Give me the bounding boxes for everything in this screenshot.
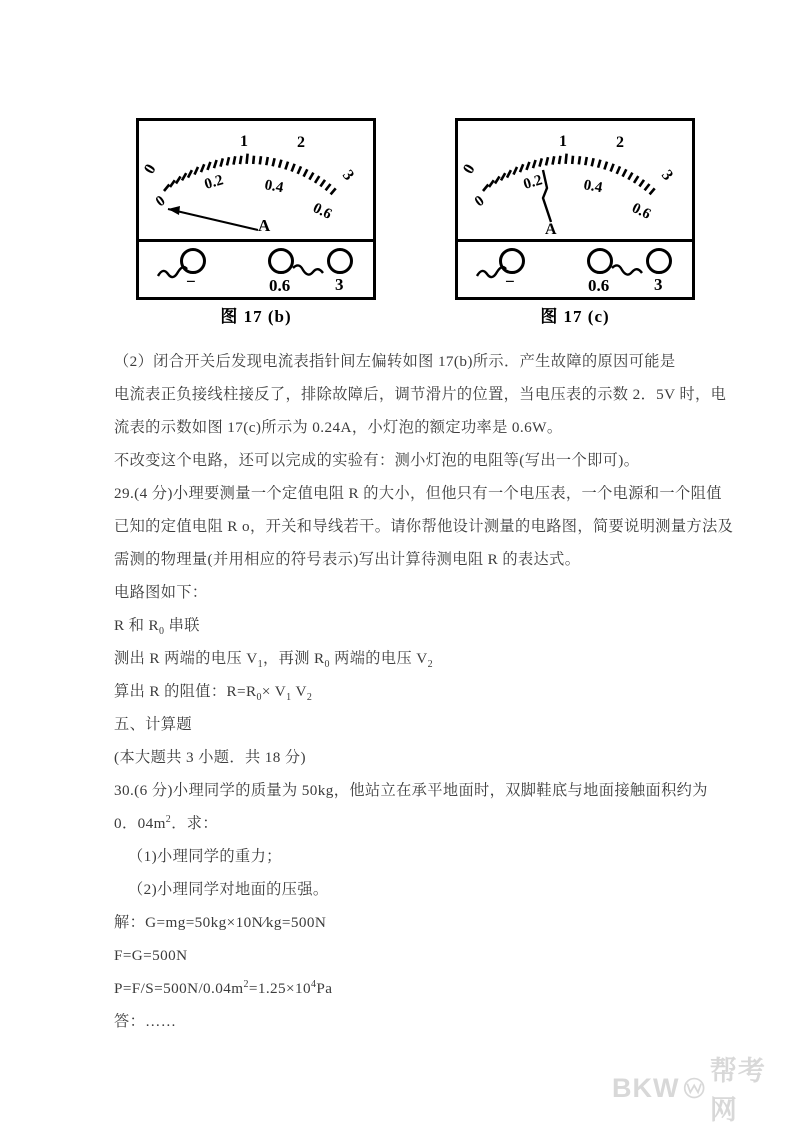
svg-text:A: A: [545, 221, 557, 238]
svg-text:A: A: [258, 216, 271, 235]
svg-text:0: 0: [471, 192, 488, 211]
q29-ans4-c: V: [291, 683, 307, 700]
q30-line2-a: 0．04m: [114, 815, 166, 832]
svg-text:0.6: 0.6: [269, 276, 291, 295]
svg-text:1: 1: [559, 133, 567, 150]
solution-line-2: F=G=500N: [114, 947, 188, 964]
figure-caption-c: 图 17 (c): [540, 307, 610, 326]
watermark-chinese-text: 帮考网: [709, 1056, 766, 1122]
paragraph-q28-2-line1: （2）闭合开关后发现电流表指针间左偏转如图 17(b)所示．产生故障的原因可能是: [114, 353, 676, 370]
q29-ans2-post: 串联: [164, 617, 200, 634]
q29-ans4-a: 算出 R 的阻值：R=R: [114, 683, 257, 700]
q29-ans4-sub2: 1: [286, 692, 292, 704]
watermark-logo-icon: [683, 1075, 705, 1101]
solution-line-4: 答：……: [114, 1013, 177, 1030]
sol3-b: =1.25×10: [248, 980, 311, 997]
q29-ans4-b: × V: [261, 683, 287, 700]
watermark: [612, 1056, 782, 1122]
svg-text:3: 3: [335, 275, 344, 294]
sol3-a: P=F/S=500N/0.04m: [114, 980, 244, 997]
section-title: 五、计算题: [114, 716, 192, 733]
paragraph-q29-line2: 已知的定值电阻 R o，开关和导线若干。请你帮他设计测量的电路图，简要说明测量方法及: [114, 518, 734, 535]
watermark-latin-text: BKW: [612, 1072, 680, 1103]
sol3-sup1: 2: [243, 978, 249, 990]
svg-text:3: 3: [657, 166, 677, 184]
paragraph-q29-line1: 29.(4 分)小理要测量一个定值电阻 R 的大小，但他只有一个电压表，一个电源和一个阻值: [114, 485, 722, 502]
q29-ans3-c: 两端的电压 V: [329, 650, 428, 667]
sol3-sup2: 4: [310, 978, 317, 990]
svg-text:0.6: 0.6: [629, 200, 654, 223]
paragraph-q28-2-line2: 电流表正负接线柱接反了，排除故障后，调节滑片的位置，当电压表的示数 2．5V 时，电: [114, 386, 727, 403]
svg-text:0: 0: [152, 192, 169, 211]
q29-ans3-sub1: 1: [257, 659, 264, 671]
q28-3-text: 不改变这个电路，还可以完成的实验有：测小灯泡的电阻等(写出一个即可)。: [114, 452, 640, 469]
svg-text:1: 1: [240, 133, 248, 150]
q29-ans3-sub3: 2: [427, 659, 434, 671]
ammeter-terminals-b: [136, 242, 376, 300]
paragraph-q28-2-line3: 流表的示数如图 17(c)所示为 0.24A，小灯泡的额定功率是 0.6W。: [114, 419, 563, 436]
paragraph-q29-answer-2: [114, 609, 714, 642]
paragraph-q28-3: [114, 444, 714, 477]
svg-text:0.2: 0.2: [521, 172, 545, 193]
q30-line2-b: ．求：: [171, 815, 218, 832]
solution-line-1: 解：G=mg=50kg×10N∕kg=500N: [114, 914, 327, 931]
paragraph-q30-line2: [114, 807, 714, 840]
ammeter-terminals-c: [455, 242, 695, 300]
solution-line-3: [114, 972, 714, 1005]
svg-text:−: −: [186, 272, 196, 291]
paragraph-q30-sub2: （2)小理同学对地面的压强。: [128, 881, 329, 898]
q29-ans3-a: 测出 R 两端的电压 V: [114, 650, 258, 667]
svg-text:0.4: 0.4: [582, 177, 604, 197]
paragraph-q29-line3: 需测的物理量(并用相应的符号表示)写出计算待测电阻 R 的表达式。: [114, 551, 581, 568]
q29-ans4-sub3: 2: [306, 692, 313, 704]
ammeter-figure-b: [136, 118, 382, 333]
svg-text:0: 0: [140, 161, 160, 178]
paragraph-q29-answer-1: 电路图如下：: [114, 584, 208, 601]
svg-text:0.2: 0.2: [202, 172, 226, 193]
svg-text:3: 3: [338, 166, 358, 184]
q29-ans3-sub2: 0: [324, 659, 330, 671]
q29-ans2-pre: R 和 R: [114, 617, 160, 634]
ammeter-scale-b: [136, 118, 376, 239]
ammeter-scale-c: [455, 118, 695, 239]
paragraph-q30-sub1: （1)小理同学的重力；: [128, 848, 282, 865]
svg-text:3: 3: [654, 275, 663, 294]
section-note: (本大题共 3 小题．共 18 分): [114, 749, 306, 766]
ammeter-figure-c: [455, 118, 701, 333]
svg-text:0: 0: [459, 161, 479, 178]
figure-group: [0, 118, 793, 338]
paragraph-q29-answer-3: [114, 642, 714, 675]
q29-ans2-sub: 0: [159, 626, 165, 638]
svg-text:0.4: 0.4: [263, 177, 285, 197]
q30-line2-sup: 2: [165, 813, 172, 825]
sol3-c: Pa: [316, 980, 333, 997]
svg-text:0.6: 0.6: [588, 276, 610, 295]
svg-text:2: 2: [616, 134, 624, 151]
document-body: [114, 345, 734, 1038]
q29-ans3-b: ，再测 R: [263, 650, 325, 667]
paragraph-q30-line1: 30.(6 分)小理同学的质量为 50kg，他站立在承平地面时，双脚鞋底与地面接触面积约为: [114, 782, 708, 799]
svg-text:2: 2: [297, 134, 305, 151]
paragraph-q29-answer-4: [114, 675, 714, 708]
q29-ans4-sub1: 0: [256, 692, 262, 704]
svg-text:0.6: 0.6: [310, 200, 335, 223]
svg-text:−: −: [505, 272, 515, 291]
figure-caption-b: 图 17 (b): [220, 307, 292, 326]
